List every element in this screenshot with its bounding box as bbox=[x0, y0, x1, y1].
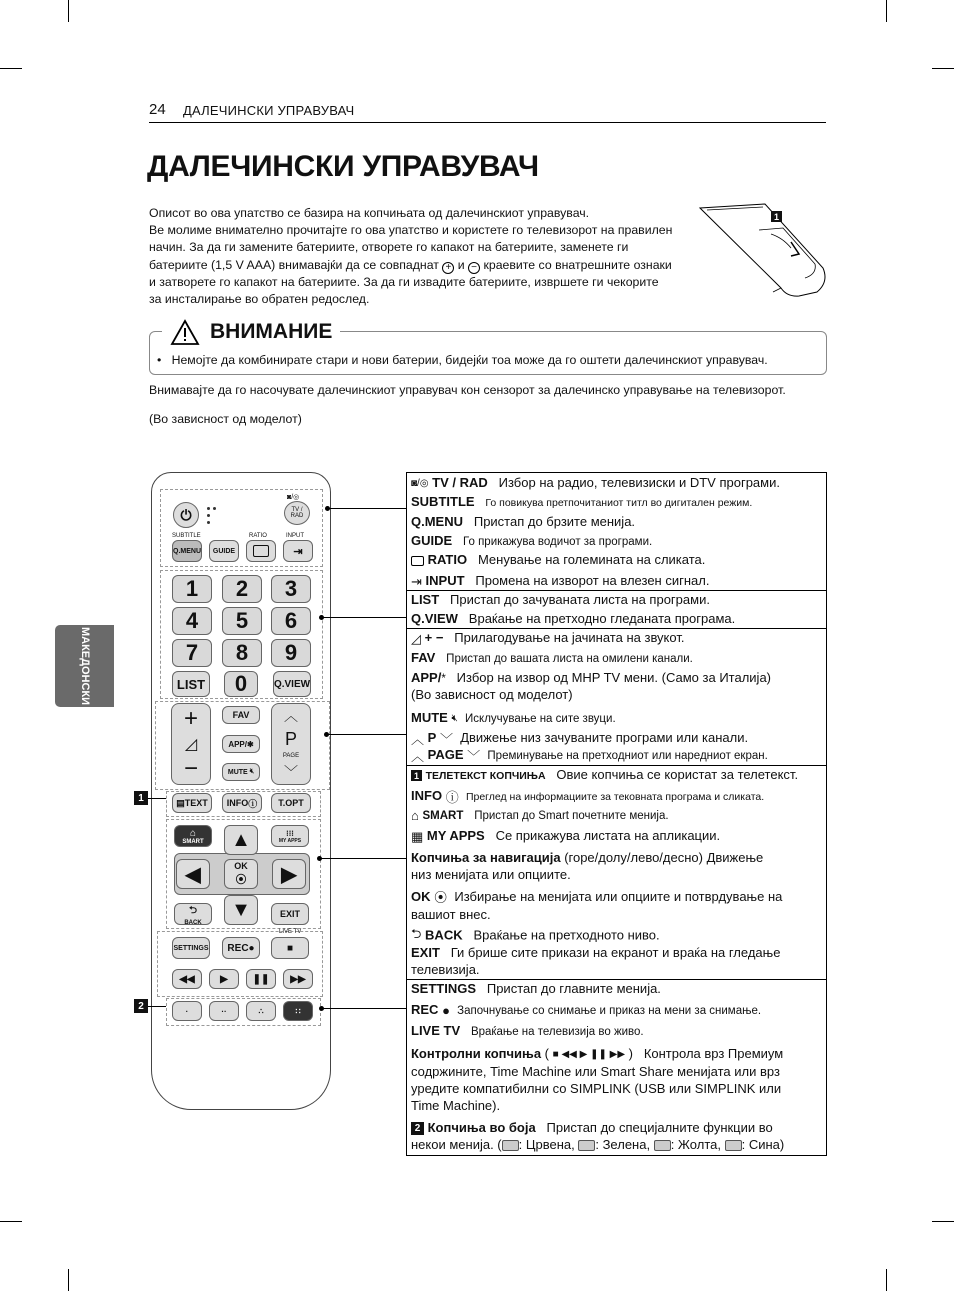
mute-icon: 🔇︎ bbox=[249, 768, 255, 775]
desc-text: ( bbox=[544, 1046, 550, 1061]
desc-key: MUTE bbox=[411, 710, 448, 725]
volume-icon: ◿ bbox=[184, 735, 198, 753]
home-icon: ⌂ bbox=[411, 808, 419, 824]
desc-text: уредите компатибилни со SIMPLINK (USB или SIMPLINK или bbox=[411, 1081, 782, 1097]
desc-text: Враќање на претходното ниво. bbox=[473, 927, 660, 943]
desc-key: APP/ bbox=[411, 670, 442, 685]
desc-text: : Црвена, bbox=[518, 1137, 575, 1152]
play-icon: ▶ bbox=[220, 973, 228, 985]
page-number: 24 bbox=[149, 101, 166, 118]
desc-key: PAGE bbox=[427, 746, 464, 762]
desc-text: Овие копчиња се користат за телетекст. bbox=[556, 767, 799, 782]
info-icon: ⓘ bbox=[248, 798, 258, 809]
mute-button[interactable] bbox=[222, 763, 260, 781]
desc-text: Го повикува претпочитаниот титл во дигитален режим. bbox=[485, 497, 753, 509]
chevron-up-icon: ︿ bbox=[411, 732, 425, 747]
fav-button[interactable]: FAV bbox=[222, 706, 260, 724]
red-button[interactable]: · bbox=[172, 1001, 202, 1021]
intro-line: Описот во ова упатство се базира на копчињата од далечинскиот управувач. bbox=[149, 206, 590, 220]
tv-radio-icon: ◙/◎ bbox=[411, 478, 429, 490]
ok-icon: ⦿ bbox=[434, 890, 448, 906]
text-button[interactable] bbox=[172, 793, 212, 813]
desc-text: Пристап до Smart почетните менија. bbox=[474, 810, 669, 822]
section-teletext-nav bbox=[407, 765, 826, 980]
desc-control bbox=[411, 1045, 821, 1114]
desc-text: Менување на големината на сликата. bbox=[477, 552, 706, 567]
desc-key: Копчиња во боја bbox=[427, 1120, 536, 1135]
leader-line bbox=[322, 617, 406, 618]
program-rocker[interactable] bbox=[271, 703, 311, 785]
desc-key: SMART bbox=[422, 810, 464, 822]
desc-text: Го прикажува водичот за програми. bbox=[463, 536, 653, 548]
number-9-button[interactable]: 9 bbox=[271, 639, 311, 667]
desc-color bbox=[411, 1119, 821, 1153]
intro-line: Ве молиме внимателно прочитајте го ова упатство и користете го телевизорот на правилен bbox=[149, 223, 673, 238]
desc-key: Контролни копчиња bbox=[411, 1046, 542, 1061]
chevron-down-icon: ﹀ bbox=[284, 764, 298, 781]
desc-teletext bbox=[411, 767, 798, 782]
aim-note: Внимавајте да го насочувате далечинскиот управувач кон сензорот за далечинско управување на телевизорот. bbox=[149, 383, 786, 397]
rec-button[interactable]: REC● bbox=[222, 937, 260, 959]
minus-circle-icon: − bbox=[468, 262, 480, 274]
chevron-up-icon: ︿ bbox=[411, 749, 425, 764]
number-7-button[interactable]: 7 bbox=[172, 639, 212, 667]
live-tv-button[interactable] bbox=[271, 937, 309, 959]
ratio-icon bbox=[253, 545, 269, 557]
section-top bbox=[407, 473, 826, 591]
button-description-table bbox=[406, 472, 827, 1156]
crop-mark bbox=[68, 1269, 69, 1291]
desc-key: Q.VIEW bbox=[411, 611, 458, 626]
caution-heading bbox=[162, 317, 340, 347]
ratio-icon bbox=[411, 556, 424, 566]
desc-text: некои менија. ( bbox=[411, 1137, 502, 1152]
number-1-button[interactable]: 1 bbox=[172, 575, 212, 603]
desc-ratio bbox=[411, 552, 705, 567]
number-8-button[interactable]: 8 bbox=[222, 639, 262, 667]
desc-key: + − bbox=[424, 630, 444, 645]
desc-key: Q.MENU bbox=[411, 514, 463, 529]
smart-label: SMART bbox=[182, 838, 204, 845]
desc-text: Пристап до специјалните функции во bbox=[546, 1120, 773, 1135]
info-label: INFO bbox=[226, 798, 249, 808]
crop-mark bbox=[886, 1269, 887, 1291]
desc-text: вашиот внес. bbox=[411, 907, 491, 923]
plus-circle-icon: + bbox=[442, 262, 454, 274]
desc-text: Започнување со снимање и приказ на мени за снимање. bbox=[457, 1005, 762, 1017]
rewind-button[interactable] bbox=[172, 969, 202, 989]
indicator-dot bbox=[207, 521, 210, 524]
tv-rad-icon: ◙/◎ bbox=[287, 494, 300, 501]
desc-text: Промена на изворот на влезен сигнал. bbox=[475, 573, 710, 588]
desc-rec bbox=[411, 1002, 761, 1018]
fast-forward-icon: ▶▶ bbox=[290, 973, 306, 985]
input-button[interactable] bbox=[283, 540, 313, 562]
desc-text: Исклучување на сите звуци. bbox=[465, 713, 616, 725]
topt-button[interactable]: T.OPT bbox=[271, 793, 311, 813]
leader-line bbox=[327, 734, 406, 735]
ok-icon: ⦿ bbox=[235, 874, 247, 886]
warning-triangle-icon bbox=[170, 319, 200, 346]
subtitle-label: SUBTITLE bbox=[172, 533, 201, 539]
desc-key: REC bbox=[411, 1002, 439, 1017]
number-3-button[interactable]: 3 bbox=[271, 575, 311, 603]
color-keys-marker: 2 bbox=[134, 999, 148, 1013]
desc-app bbox=[411, 670, 771, 685]
smart-button[interactable] bbox=[174, 825, 212, 847]
nav-left-button[interactable]: ◀ bbox=[176, 859, 210, 889]
desc-text: : Зелена, bbox=[595, 1137, 651, 1152]
desc-qview bbox=[411, 611, 735, 626]
info-button[interactable] bbox=[222, 793, 262, 813]
play-button[interactable] bbox=[209, 969, 239, 989]
desc-text: Пристап до главните менија. bbox=[486, 981, 661, 996]
desc-page bbox=[411, 746, 768, 765]
blue-button[interactable]: ∷ bbox=[283, 1001, 313, 1021]
desc-text: Избор на извор од MHP TV мени. (Само за Италија) bbox=[456, 670, 772, 685]
desc-text: Се прикажува листата на апликации. bbox=[495, 828, 721, 843]
desc-text: Ги брише сите прикази на екранот и враќа на гледање bbox=[450, 945, 781, 960]
desc-info bbox=[411, 787, 764, 806]
page-label: PAGE bbox=[282, 753, 300, 760]
intro-text: батериите (1,5 V AAA) внимавајќи да се совпаднат bbox=[149, 257, 439, 272]
remote-back-illustration bbox=[695, 202, 830, 302]
pause-button[interactable] bbox=[246, 969, 276, 989]
volume-icon: ◿ bbox=[411, 630, 421, 646]
desc-settings bbox=[411, 981, 661, 996]
qmenu-button[interactable]: Q.MENU bbox=[172, 540, 202, 562]
desc-mute bbox=[411, 710, 616, 725]
desc-key: RATIO bbox=[427, 552, 468, 567]
record-icon: ● bbox=[442, 1003, 450, 1019]
intro-line: начин. За да ги замените батериите, отворете го капакот на батериите, заменете ги bbox=[149, 240, 629, 255]
desc-qmenu bbox=[411, 514, 635, 529]
crop-mark bbox=[68, 0, 69, 22]
crop-mark bbox=[932, 1221, 954, 1222]
tv-rad-button[interactable]: TV / RAD bbox=[284, 501, 310, 525]
caution-body: Немојте да комбинирате стари и нови батерии, бидејќи тоа може да го оштети далечинскиот управувач. bbox=[171, 353, 768, 367]
bullet: • bbox=[157, 353, 162, 367]
desc-text: Избор на радио, телевизиски и DTV програми. bbox=[498, 475, 780, 490]
list-button[interactable]: LIST bbox=[172, 671, 210, 697]
red-key-icon bbox=[502, 1140, 519, 1151]
desc-text: : Сина) bbox=[741, 1137, 785, 1152]
desc-input bbox=[411, 573, 709, 590]
app-button[interactable]: APP/✱ bbox=[222, 735, 260, 753]
desc-text: Контрола врз Премиум bbox=[643, 1046, 784, 1061]
desc-text: низ менијата или опциите. bbox=[411, 867, 571, 882]
intro-text: краевите со внатрешните ознаки bbox=[483, 257, 672, 272]
intro-line bbox=[149, 257, 704, 274]
nav-right-button[interactable]: ▶ bbox=[272, 859, 306, 889]
stop-icon: ■ bbox=[286, 942, 294, 954]
desc-myapps bbox=[411, 828, 720, 845]
desc-nav bbox=[411, 849, 821, 883]
desc-text: (горе/долу/лево/десно) Движење bbox=[564, 850, 764, 865]
crop-mark bbox=[0, 1221, 22, 1222]
back-button[interactable] bbox=[174, 903, 212, 925]
volume-rocker[interactable] bbox=[171, 703, 211, 785]
rewind-icon: ◀◀ bbox=[179, 973, 195, 985]
page-title: ДАЛЕЧИНСКИ УПРАВУВАЧ bbox=[147, 150, 539, 183]
desc-key: OK bbox=[411, 889, 431, 904]
desc-text: Враќање на претходно гледаната програма. bbox=[468, 611, 736, 626]
desc-text: ) bbox=[628, 1046, 633, 1061]
header-section: ДАЛЕЧИНСКИ УПРАВУВАЧ bbox=[183, 103, 355, 118]
desc-text: Пристап до зачуваната листа на програми. bbox=[450, 592, 710, 607]
desc-text: содржините, Time Machine или Smart Share менијата или врз bbox=[411, 1064, 780, 1080]
number-5-button[interactable]: 5 bbox=[222, 607, 262, 635]
desc-volume bbox=[411, 630, 684, 647]
remote-control-diagram bbox=[151, 472, 331, 1110]
myapps-label: MY APPS bbox=[278, 837, 302, 844]
nav-down-button[interactable]: ▼ bbox=[224, 895, 258, 925]
language-side-tab bbox=[55, 625, 114, 707]
grid-icon: ▦ bbox=[411, 828, 424, 844]
volume-up-icon: + bbox=[183, 704, 198, 732]
intro-paragraph bbox=[149, 205, 704, 308]
guide-button[interactable]: GUIDE bbox=[209, 540, 239, 562]
desc-text: Пристап до брзите менија. bbox=[473, 514, 636, 529]
desc-text: телевизија. bbox=[411, 962, 480, 977]
section-list bbox=[407, 590, 826, 629]
blue-key-icon bbox=[725, 1140, 742, 1151]
nav-up-button[interactable]: ▲ bbox=[224, 825, 258, 855]
desc-key: EXIT bbox=[411, 945, 440, 960]
desc-smart bbox=[411, 807, 669, 823]
grid-icon: ⁝⁝⁝ bbox=[286, 828, 294, 838]
intro-line: за инсталирање во обратен редослед. bbox=[149, 292, 370, 307]
home-icon: ⌂ bbox=[189, 827, 197, 839]
leader-line bbox=[322, 1008, 406, 1009]
ratio-label: RATIO bbox=[249, 533, 267, 539]
desc-text: : Жолта, bbox=[670, 1137, 721, 1152]
caution-text bbox=[157, 353, 768, 367]
model-note: (Во зависност од моделот) bbox=[149, 412, 302, 426]
ok-button[interactable] bbox=[224, 859, 258, 889]
input-label: INPUT bbox=[286, 533, 304, 539]
desc-key-suffix: * bbox=[441, 673, 446, 685]
power-button[interactable]: ⏻ bbox=[173, 502, 199, 528]
chevron-down-icon: ﹀ bbox=[439, 732, 453, 747]
desc-text: Прилагодување на јачината на звукот. bbox=[454, 630, 685, 645]
intro-text: и bbox=[457, 257, 465, 272]
ok-label: OK bbox=[234, 861, 248, 871]
mute-label: MUTE bbox=[227, 768, 248, 776]
number-6-button[interactable]: 6 bbox=[271, 607, 311, 635]
chevron-down-icon: ﹀ bbox=[467, 749, 481, 764]
crop-mark bbox=[886, 0, 887, 22]
side-tab-label: МАКЕДОНСКИ bbox=[78, 626, 91, 706]
page-header bbox=[149, 101, 826, 123]
desc-text: Преминување на претходниот или наредниот екран. bbox=[487, 749, 768, 762]
volume-down-icon: − bbox=[183, 755, 198, 783]
desc-text: Избирање на менијата или опциите и потврдување на bbox=[454, 889, 783, 904]
info-icon: ⓘ bbox=[445, 790, 459, 805]
desc-key: TV / RAD bbox=[432, 475, 488, 490]
desc-key: SUBTITLE bbox=[411, 494, 475, 509]
desc-ok bbox=[411, 888, 821, 923]
text-label: TEXT bbox=[184, 798, 208, 808]
desc-subtitle bbox=[411, 494, 752, 509]
desc-key: LIST bbox=[411, 592, 440, 607]
green-key-icon bbox=[578, 1140, 595, 1151]
number-4-button[interactable]: 4 bbox=[172, 607, 212, 635]
desc-key: FAV bbox=[411, 650, 436, 665]
desc-key: MY APPS bbox=[426, 828, 485, 843]
desc-text: Пристап до вашата листа на омилени канали. bbox=[446, 653, 693, 665]
section-volume bbox=[407, 628, 826, 766]
desc-key: INPUT bbox=[425, 573, 465, 588]
leader-line bbox=[328, 508, 406, 509]
fast-forward-button[interactable] bbox=[283, 969, 313, 989]
pause-icon: ❚❚ bbox=[252, 973, 270, 985]
indicator-dot bbox=[207, 514, 210, 517]
intro-line: и затворете го капакот на батериите. За да ги извадите батериите, извршете ги чекорите bbox=[149, 274, 659, 289]
live-tv-label: LIVE TV bbox=[279, 929, 302, 935]
qview-button[interactable]: Q.VIEW bbox=[273, 671, 311, 697]
number-2-button[interactable]: 2 bbox=[222, 575, 262, 603]
leader-line bbox=[320, 858, 406, 859]
chevron-up-icon: ︿ bbox=[284, 707, 298, 724]
desc-livetv bbox=[411, 1023, 644, 1038]
back-label: BACK bbox=[184, 919, 202, 926]
back-icon: ⮌ bbox=[411, 926, 422, 941]
control-icons: ■ ◀◀ ▶ ❚❚ ▶▶ bbox=[552, 1049, 626, 1061]
exit-button[interactable]: EXIT bbox=[271, 903, 309, 925]
desc-key: GUIDE bbox=[411, 533, 453, 548]
desc-text: Враќање на телевизија во живо. bbox=[470, 1026, 644, 1038]
desc-key: SETTINGS bbox=[411, 981, 477, 996]
desc-key: LIVE TV bbox=[411, 1023, 461, 1038]
caution-title: ВНИМАНИЕ bbox=[210, 320, 333, 343]
leader-line bbox=[148, 798, 166, 799]
step-marker: 1 bbox=[771, 211, 782, 222]
leader-line bbox=[148, 1006, 166, 1007]
settings-button[interactable]: SETTINGS bbox=[172, 937, 210, 959]
yellow-key-icon bbox=[654, 1140, 671, 1151]
desc-text: Движење низ зачуваните програми или канали. bbox=[460, 729, 749, 745]
desc-app-note: (Во зависност од моделот) bbox=[411, 687, 573, 702]
number-0-button[interactable]: 0 bbox=[224, 671, 258, 697]
crop-mark bbox=[0, 68, 22, 69]
myapps-button[interactable] bbox=[271, 825, 309, 847]
yellow-button[interactable]: ∴ bbox=[246, 1001, 276, 1021]
desc-key: BACK bbox=[425, 927, 463, 943]
desc-key: P bbox=[427, 729, 437, 745]
desc-text: Преглед на информациите за тековната програма и сликата. bbox=[465, 790, 765, 803]
desc-tv-rad bbox=[411, 475, 780, 490]
back-icon: ⮌ bbox=[188, 904, 197, 916]
indicator-dot bbox=[213, 507, 216, 510]
ratio-button[interactable] bbox=[246, 540, 276, 562]
desc-fav bbox=[411, 650, 693, 665]
desc-key: ТЕЛЕТЕКСТ КОПЧИЊА bbox=[425, 770, 546, 782]
mute-icon: 🔇︎ bbox=[451, 713, 458, 725]
desc-text: Time Machine). bbox=[411, 1098, 501, 1114]
desc-guide bbox=[411, 533, 652, 548]
text-icon: ▤ bbox=[176, 797, 185, 808]
teletext-marker: 1 bbox=[411, 770, 422, 781]
section-settings bbox=[407, 979, 826, 1155]
crop-mark bbox=[932, 68, 954, 69]
input-icon: ⇥ bbox=[411, 573, 422, 589]
p-label: P bbox=[284, 728, 297, 749]
desc-list bbox=[411, 592, 710, 607]
color-keys-marker: 2 bbox=[411, 1122, 424, 1135]
green-button[interactable]: ·· bbox=[209, 1001, 239, 1021]
desc-key: Копчиња за навигација bbox=[411, 850, 561, 865]
input-icon: ⇥ bbox=[293, 545, 303, 558]
indicator-dot bbox=[207, 507, 210, 510]
desc-exit bbox=[411, 944, 821, 978]
desc-key: INFO bbox=[411, 787, 443, 803]
teletext-marker: 1 bbox=[134, 791, 148, 805]
